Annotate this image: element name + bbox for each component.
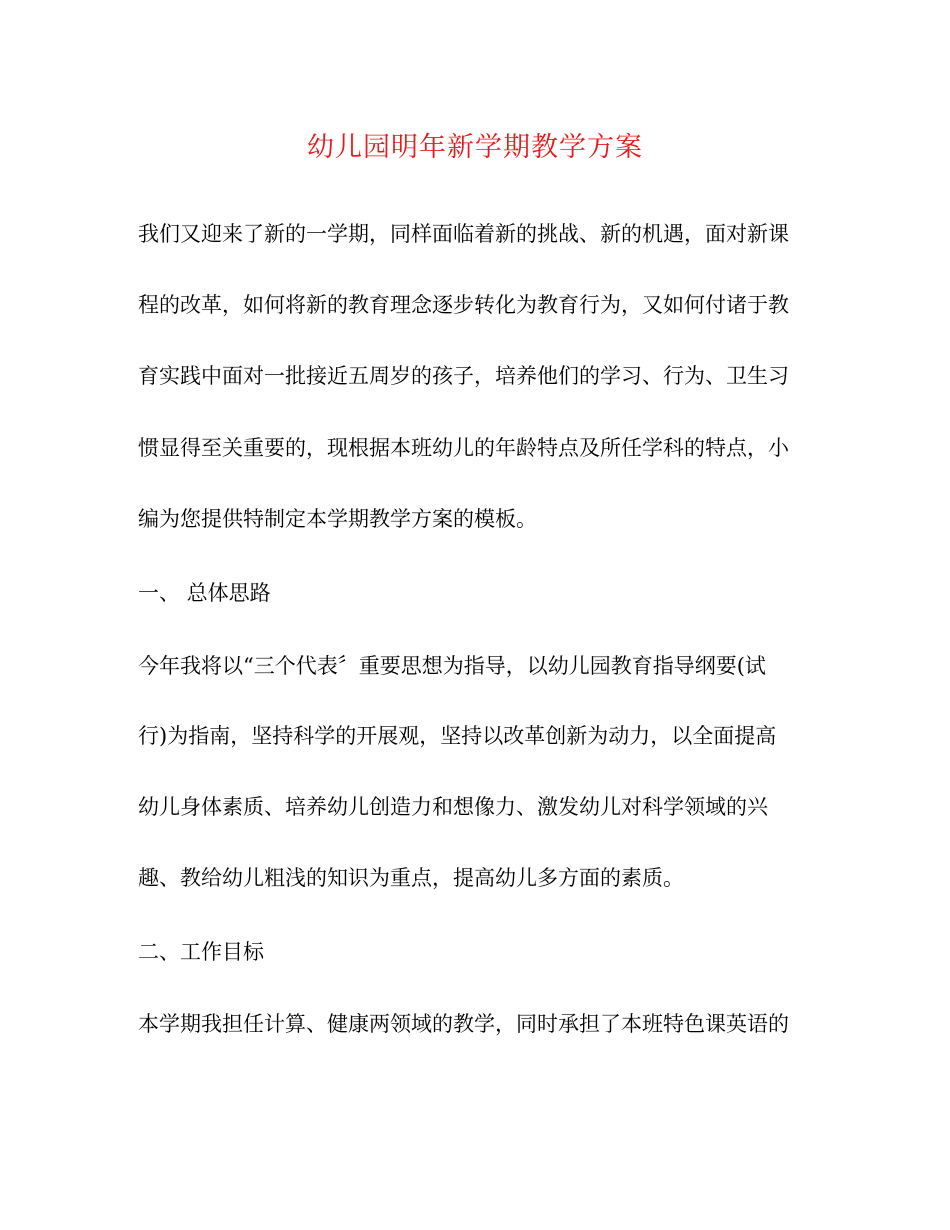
paragraph-line: 育实践中面对一批接近五周岁的孩子，培养他们的学习、行为、卫生习 [138,364,789,388]
section-heading: 一、 总体思路 [138,581,271,605]
paragraph-line: 我们又迎来了新的一学期，同样面临着新的挑战、新的机遇，面对新课 [138,222,789,246]
paragraph-line: 编为您提供特制定本学期教学方案的模板。 [138,507,537,531]
section-heading: 二、工作目标 [138,940,264,964]
paragraph-line: 趣、教给幼儿粗浅的知识为重点，提高幼儿多方面的素质。 [138,866,684,890]
paragraph-line: 今年我将以“三个代表〞重要思想为指导，以幼儿园教育指导纲要(试 [138,654,766,678]
paragraph-line: 惯显得至关重要的，现根据本班幼儿的年龄特点及所任学科的特点，小 [138,436,789,460]
paragraph-line: 本学期我担任计算、健康两领域的教学，同时承担了本班特色课英语的 [138,1012,789,1036]
paragraph-line: 行)为指南，坚持科学的开展观，坚持以改革创新为动力，以全面提高 [138,724,777,748]
paragraph-line: 幼儿身体素质、培养幼儿创造力和想像力、激发幼儿对科学领域的兴 [138,795,768,819]
document-title: 幼儿园明年新学期教学方案 [307,132,643,163]
paragraph-line: 程的改革，如何将新的教育理念逐步转化为教育行为，又如何付诸于教 [138,293,789,317]
